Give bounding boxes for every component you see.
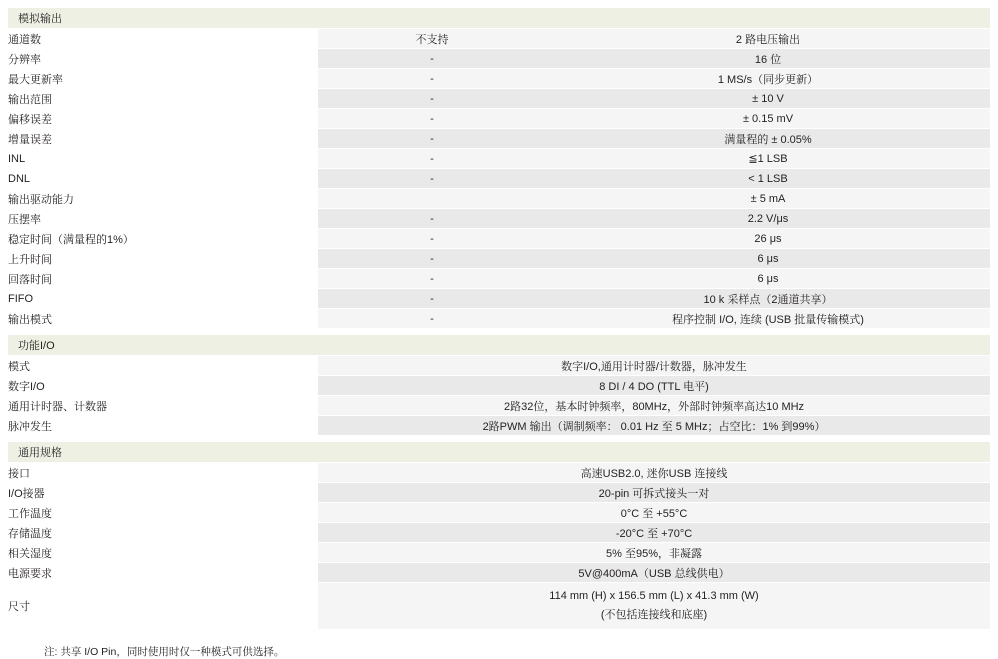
section-header-function-io — [8, 335, 990, 356]
row-label: 最大更新率 — [8, 69, 318, 89]
table-row — [8, 149, 990, 169]
table-row — [8, 169, 990, 189]
table-row — [8, 376, 990, 396]
row-value-mid: - — [318, 249, 546, 269]
row-label: 偏移误差 — [8, 109, 318, 129]
row-label: 输出驱动能力 — [8, 189, 318, 209]
row-value: 5% 至95%，非凝露 — [318, 543, 990, 563]
table-row — [8, 29, 990, 49]
row-label: 存储温度 — [8, 523, 318, 543]
table-row — [8, 583, 990, 630]
row-value-right: 1 MS/s（同步更新） — [546, 69, 990, 89]
row-value-mid: - — [318, 169, 546, 189]
footnote: 注: 共享 I/O Pin，同时使用时仅一种模式可供选择。 — [44, 646, 285, 658]
row-value-right: 2.2 V/μs — [546, 209, 990, 229]
row-label: 上升时间 — [8, 249, 318, 269]
row-value-mid: - — [318, 229, 546, 249]
row-value — [318, 583, 990, 630]
table-row — [8, 89, 990, 109]
table-row — [8, 463, 990, 483]
row-label: 分辨率 — [8, 49, 318, 69]
table-row — [8, 129, 990, 149]
row-value-mid: 不支持 — [318, 29, 546, 49]
row-value-right: 26 μs — [546, 229, 990, 249]
row-value-mid: - — [318, 129, 546, 149]
row-value: 0°C 至 +55°C — [318, 503, 990, 523]
table-row — [8, 416, 990, 436]
table-row — [8, 209, 990, 229]
table-row — [8, 523, 990, 543]
row-label: 输出范围 — [8, 89, 318, 109]
table-row — [8, 189, 990, 209]
table-row — [8, 503, 990, 523]
row-label: 通道数 — [8, 29, 318, 49]
row-label: 尺寸 — [8, 583, 318, 630]
row-label: INL — [8, 149, 318, 169]
row-value-right: ± 0.15 mV — [546, 109, 990, 129]
row-value-mid: - — [318, 89, 546, 109]
row-value: 20-pin 可拆式接头一对 — [318, 483, 990, 503]
table-row — [8, 249, 990, 269]
row-label: 接口 — [8, 463, 318, 483]
row-value-mid: - — [318, 289, 546, 309]
row-label: 输出模式 — [8, 309, 318, 329]
table-row — [8, 289, 990, 309]
row-label: 相关湿度 — [8, 543, 318, 563]
table-row — [8, 356, 990, 376]
table-row — [8, 483, 990, 503]
table-row — [8, 269, 990, 289]
row-value-line2: (不包括连接线和底座) — [600, 609, 708, 621]
row-value-mid: - — [318, 69, 546, 89]
table-row — [8, 563, 990, 583]
row-label: 回落时间 — [8, 269, 318, 289]
row-value: 数字I/O,通用计时器/计数器，脉冲发生 — [318, 356, 990, 376]
row-label: I/O接器 — [8, 483, 318, 503]
row-value-right: 10 k 采样点（2通道共享） — [546, 289, 990, 309]
table-row — [8, 109, 990, 129]
row-value: 5V@400mA（USB 总线供电） — [318, 563, 990, 583]
row-value: 8 DI / 4 DO (TTL 电平) — [318, 376, 990, 396]
table-row — [8, 309, 990, 329]
row-value-mid: - — [318, 269, 546, 289]
section-title: 模拟输出 — [8, 8, 990, 29]
row-value-right: 程序控制 I/O, 连续 (USB 批量传输模式) — [546, 309, 990, 329]
table-row — [8, 69, 990, 89]
row-label: FIFO — [8, 289, 318, 309]
row-label: 通用计时器、计数器 — [8, 396, 318, 416]
row-label: 增量误差 — [8, 129, 318, 149]
row-value-mid: - — [318, 149, 546, 169]
row-label: 脉冲发生 — [8, 416, 318, 436]
general-spec-table — [8, 442, 990, 630]
row-value-mid — [318, 189, 546, 209]
row-value-right: ± 5 mA — [546, 189, 990, 209]
row-value-right: ≦1 LSB — [546, 149, 990, 169]
section-title: 通用规格 — [8, 442, 990, 463]
row-value-right: ± 10 V — [546, 89, 990, 109]
section-header-general — [8, 442, 990, 463]
row-value: 2路PWM 输出（调制频率： 0.01 Hz 至 5 MHz；占空比：1% 到99%） — [318, 416, 990, 436]
row-label: 数字I/O — [8, 376, 318, 396]
section-header-analog-output — [8, 8, 990, 29]
row-label: 稳定时间（满量程的1%） — [8, 229, 318, 249]
row-value-mid: - — [318, 209, 546, 229]
row-value-right: < 1 LSB — [546, 169, 990, 189]
row-value-right: 6 μs — [546, 249, 990, 269]
row-label: 工作温度 — [8, 503, 318, 523]
row-value: 高速USB2.0, 迷你USB 连接线 — [318, 463, 990, 483]
row-label: 电源要求 — [8, 563, 318, 583]
table-row — [8, 229, 990, 249]
row-value-mid: - — [318, 309, 546, 329]
row-value-right: 满量程的 ± 0.05% — [546, 129, 990, 149]
row-value-mid: - — [318, 49, 546, 69]
row-value-line1: 114 mm (H) x 156.5 mm (L) x 41.3 mm (W) — [549, 589, 759, 602]
analog-output-table — [8, 8, 990, 335]
table-row — [8, 543, 990, 563]
row-value: -20°C 至 +70°C — [318, 523, 990, 543]
row-value-right: 6 μs — [546, 269, 990, 289]
table-row — [8, 396, 990, 416]
row-label: 压摆率 — [8, 209, 318, 229]
row-value: 2路32位，基本时钟频率，80MHz，外部时钟频率高达10 MHz — [318, 396, 990, 416]
row-value-mid: - — [318, 109, 546, 129]
function-io-table — [8, 335, 990, 442]
row-value-right: 2 路电压输出 — [546, 29, 990, 49]
row-label: 模式 — [8, 356, 318, 376]
row-value-right: 16 位 — [546, 49, 990, 69]
table-row — [8, 49, 990, 69]
row-label: DNL — [8, 169, 318, 189]
section-title: 功能I/O — [8, 335, 990, 356]
top-spacer — [8, 0, 990, 8]
